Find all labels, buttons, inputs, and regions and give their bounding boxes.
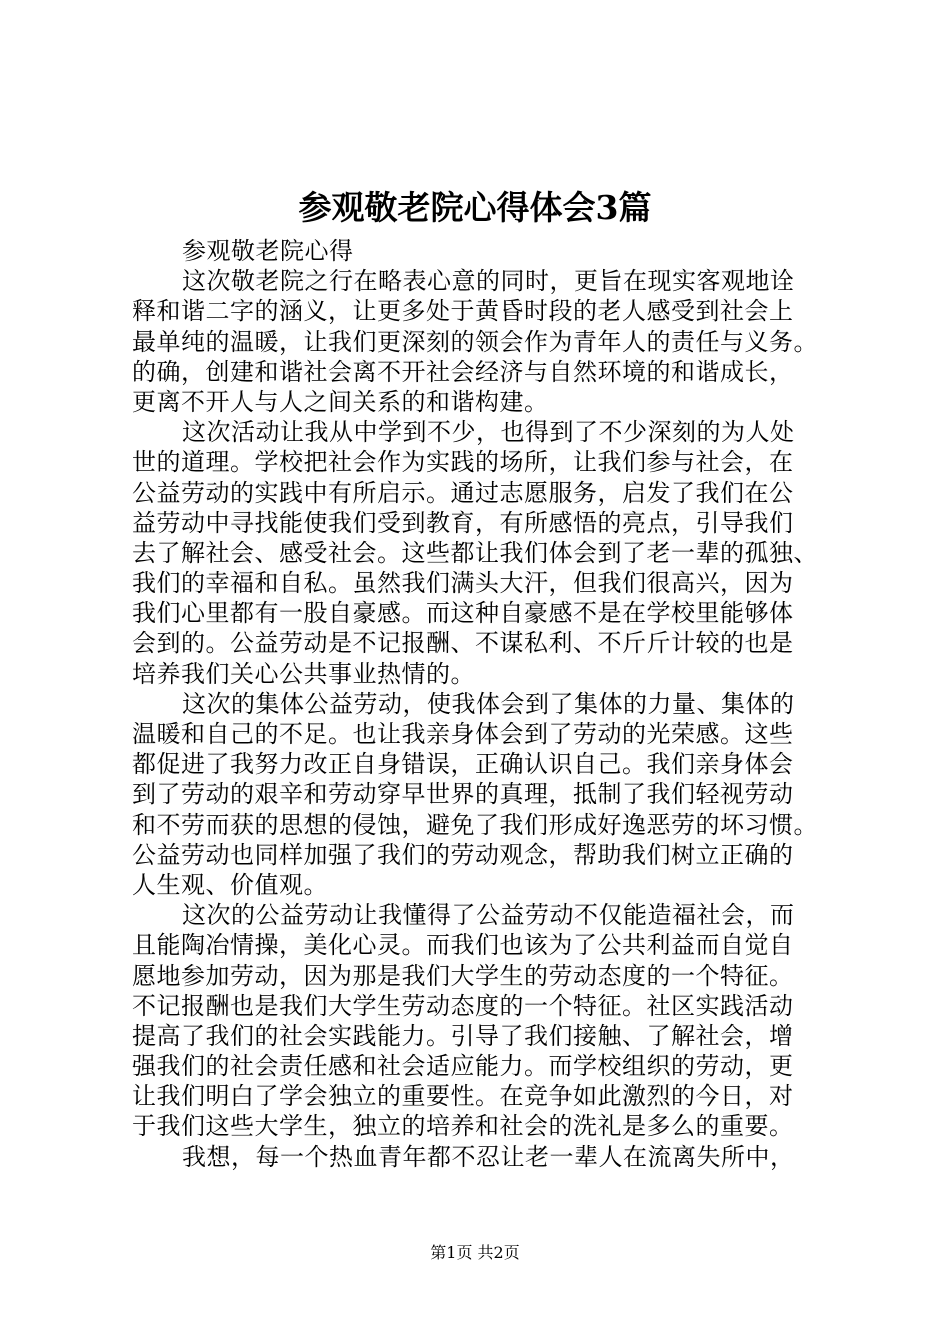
- text-line: 释和谐二字的涵义，让更多处于黄昏时段的老人感受到社会上: [132, 297, 794, 326]
- text-line: 提高了我们的社会实践能力。引导了我们接触、了解社会，增: [132, 1021, 794, 1050]
- text-line: 最单纯的温暖，让我们更深刻的领会作为青年人的责任与义务。: [132, 327, 818, 356]
- text-line: 这次活动让我从中学到不少，也得到了不少深刻的为人处: [182, 418, 795, 447]
- text-line: 这次敬老院之行在略表心意的同时，更旨在现实客观地诠: [182, 267, 795, 296]
- text-line: 这次的集体公益劳动，使我体会到了集体的力量、集体的: [182, 689, 795, 718]
- text-line: 培养我们关心公共事业热情的。: [132, 659, 475, 688]
- page-footer: 第1页 共2页: [430, 1243, 520, 1262]
- text-line: 都促进了我努力改正自身错误，正确认识自己。我们亲身体会: [132, 750, 794, 779]
- text-line: 温暖和自己的不足。也让我亲身体会到了劳动的光荣感。这些: [132, 720, 794, 748]
- text-line: 到了劳动的艰辛和劳动穿早世界的真理，抵制了我们轻视劳动: [132, 780, 794, 809]
- text-line: 我想，每一个热血青年都不忍让老一辈人在流离失所中，: [182, 1142, 795, 1171]
- text-line: 我们心里都有一股自豪感。而这种自豪感不是在学校里能够体: [132, 599, 794, 628]
- document-body: [132, 236, 852, 1172]
- text-line: 和不劳而获的思想的侵蚀，避免了我们形成好逸恶劳的坏习惯。: [132, 810, 818, 839]
- text-line: 这次的公益劳动让我懂得了公益劳动不仅能造福社会，而: [182, 901, 795, 930]
- text-line: 的确，创建和谐社会离不开社会经济与自然环境的和谐成长，: [132, 357, 794, 386]
- text-line: 世的道理。学校把社会作为实践的场所，让我们参与社会，在: [132, 448, 794, 477]
- text-line: 公益劳动的实践中有所启示。通过志愿服务，启发了我们在公: [132, 478, 794, 507]
- text-line: 不记报酬也是我们大学生劳动态度的一个特征。社区实践活动: [132, 991, 794, 1020]
- text-line: 于我们这些大学生，独立的培养和社会的洗礼是多么的重要。: [132, 1112, 794, 1141]
- text-line: 我们的幸福和自私。虽然我们满头大汗，但我们很高兴，因为: [132, 569, 794, 598]
- section-heading: 参观敬老院心得: [182, 237, 354, 265]
- text-line: 去了解社会、感受社会。这些都让我们体会到了老一辈的孤独、: [132, 538, 818, 567]
- text-line: 让我们明白了学会独立的重要性。在竞争如此激烈的今日，对: [132, 1082, 794, 1111]
- text-line: 公益劳动也同样加强了我们的劳动观念，帮助我们树立正确的: [132, 840, 794, 869]
- text-line: 人生观、价值观。: [132, 870, 328, 899]
- text-line: 且能陶冶情操，美化心灵。而我们也该为了公共利益而自觉自: [132, 931, 794, 960]
- text-line: 益劳动中寻找能使我们受到教育，有所感悟的亮点，引导我们: [132, 508, 794, 537]
- text-line: 强我们的社会责任感和社会适应能力。而学校组织的劳动，更: [132, 1052, 794, 1081]
- text-line: 会到的。公益劳动是不记报酬、不谋私利、不斤斤计较的也是: [132, 629, 794, 658]
- text-line: 愿地参加劳动，因为那是我们大学生的劳动态度的一个特征。: [132, 961, 794, 990]
- text-line: 更离不开人与人之间关系的和谐构建。: [132, 387, 549, 416]
- document-title: 参观敬老院心得体会3篇: [298, 188, 652, 227]
